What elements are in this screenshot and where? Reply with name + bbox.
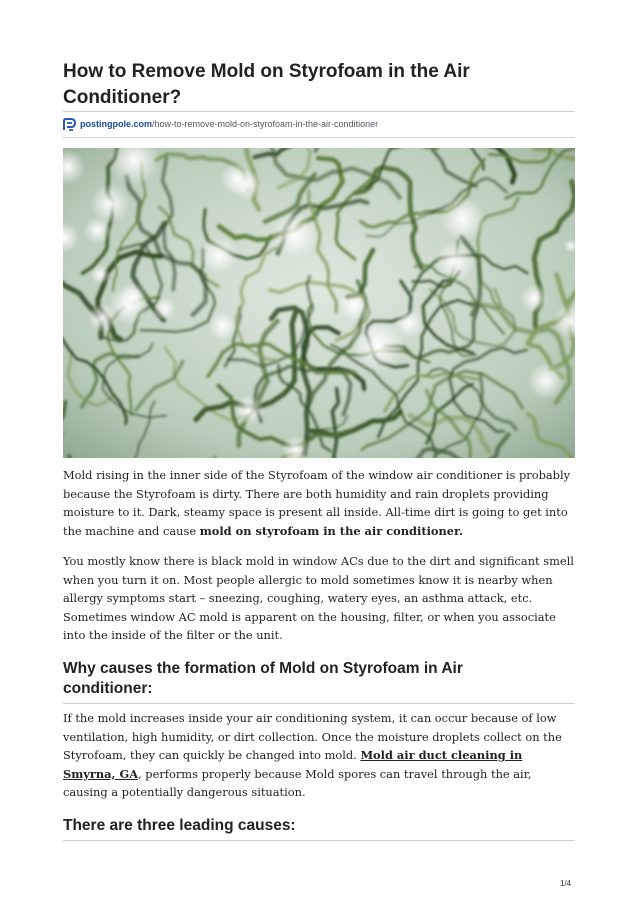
causes-heading: Why causes the formation of Mold on Styrofoam in Air conditioner: (63, 660, 463, 697)
heading-divider (63, 703, 575, 704)
causes-paragraph (63, 709, 577, 802)
styrofoam-highlight (527, 362, 565, 400)
intro-bold-phrase: mold on styrofoam in the air conditioner. (199, 523, 463, 538)
styrofoam-highlight (91, 265, 111, 285)
styrofoam-highlight (200, 236, 238, 274)
styrofoam-highlight (520, 284, 549, 313)
styrofoam-highlight (232, 170, 262, 200)
styrofoam-highlight (338, 290, 370, 322)
source-divider (63, 137, 575, 138)
styrofoam-highlight (83, 216, 111, 244)
page-number: 1/4 (560, 879, 572, 888)
styrofoam-highlight (208, 311, 237, 340)
styrofoam-highlight (440, 196, 485, 241)
source-path[interactable]: /how-to-remove-mold-on-styrofoam-in-the-air-conditioner (152, 119, 379, 129)
intro-paragraph (63, 466, 577, 540)
styrofoam-highlight (88, 303, 118, 333)
three-causes-heading: There are three leading causes: (63, 817, 296, 834)
causes-text-after: , performs properly because Mold spores can travel through the air, causing a potentially dangerous situation. (63, 766, 532, 800)
mold-on-styrofoam-photo (63, 148, 575, 458)
source-domain[interactable]: postingpole.com (80, 119, 152, 129)
symptoms-paragraph: You mostly know there is black mold in window ACs due to the dirt and significant smell when you turn it on. Most people allergic to mold sometimes know it is nearby when allergy symptoms start – sneezing, coughing, watery eyes, an asthma attack, etc. Sometimes window AC mold is apparent on the housing, filter, or when you associate into the inside of the filter or the unit. (63, 554, 574, 643)
styrofoam-highlight (153, 297, 176, 320)
title-divider (63, 111, 575, 112)
styrofoam-highlight (435, 241, 476, 282)
styrofoam-highlight (233, 395, 265, 427)
bottom-divider (63, 840, 575, 841)
mold-duct-cleaning-link[interactable]: Mold air duct cleaning in Smyrna, GA (63, 748, 523, 781)
intro-text: Mold rising in the inner side of the Styrofoam of the window air conditioner is probably because the Styrofoam is dirty. There are both humidity and rain droplets providing moisture to it. Dark, steamy space is present all inside. All-time dirt is going to get into the machine and cause (63, 468, 571, 538)
source-link[interactable] (63, 117, 378, 131)
causes-text-before: If the mold increases inside your air conditioning system, it can occur because of low ventilation, high humidity, or dirt collection. Once the moisture droplets collect on the Styrofoam, they can quickly be changed into mold. (63, 711, 562, 763)
styrofoam-highlight (270, 210, 319, 259)
styrofoam-highlight (351, 318, 405, 372)
postingpole-logo-icon (63, 118, 77, 131)
article-title: How to Remove Mold on Styrofoam in the Air Conditioner? (63, 61, 470, 108)
